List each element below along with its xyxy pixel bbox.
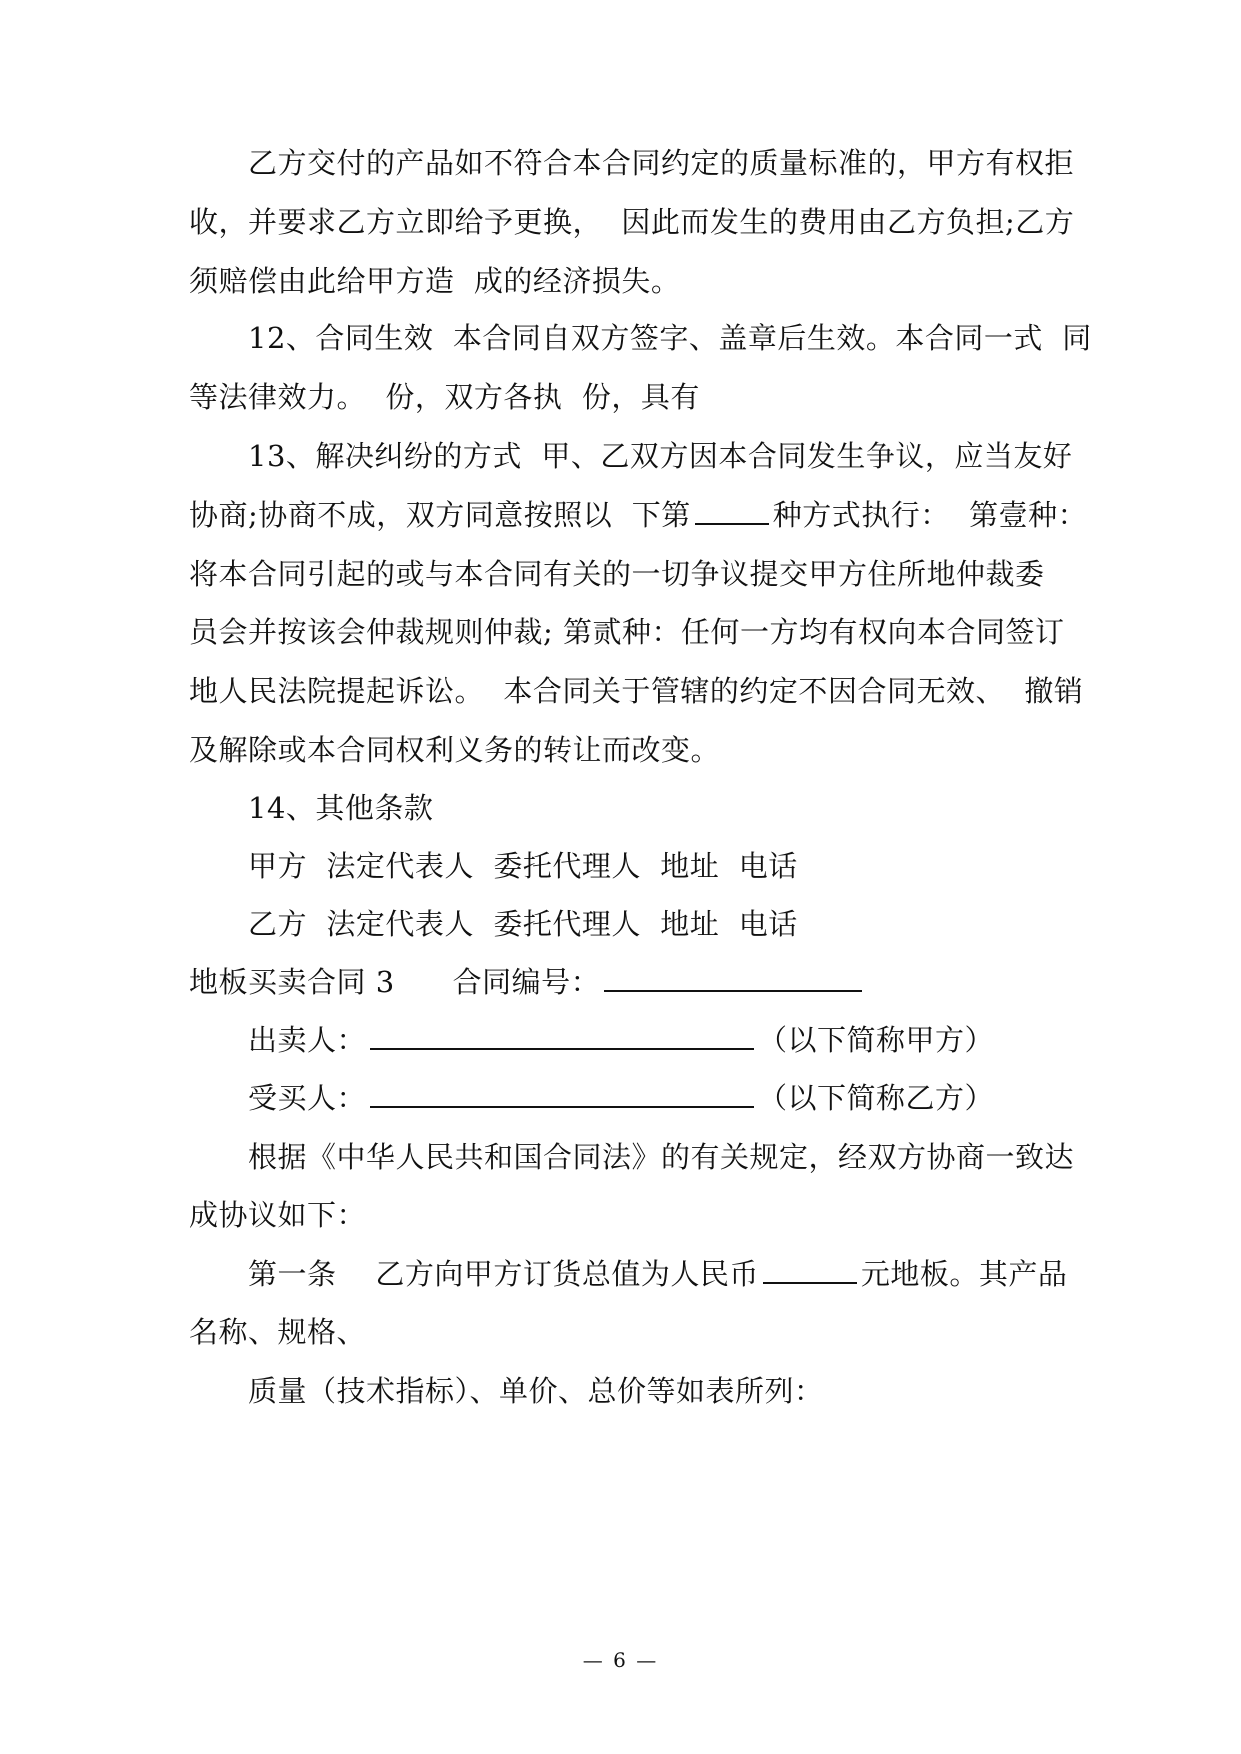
contract-number-label: 合同编号： (452, 965, 601, 999)
paragraph-line: 质量（技术指标）、单价、总价等如表所列： (248, 1374, 824, 1408)
seller-suffix: （以下简称甲方） (758, 1023, 995, 1057)
paragraph-line: 员会并按该会仲裁规则仲裁; 第贰种：任何一方均有权向本合同签订 (189, 615, 1065, 649)
clause-12-heading: 12、合同生效 本合同自双方签字、盖章后生效。本合同一式 同 (248, 321, 1092, 355)
paragraph-line: 将本合同引起的或与本合同有关的一切争议提交甲方住所地仲裁委 (189, 557, 1045, 591)
article-1-text-after: 元地板。其产品 (860, 1257, 1068, 1291)
method-text-before: 协商;协商不成，双方同意按照以 下第 (189, 498, 691, 532)
paragraph-line: 名称、规格、 (189, 1315, 367, 1349)
total-value-blank (763, 1254, 857, 1284)
article-1-text-before: 第一条 乙方向甲方订货总值为人民币 (248, 1257, 759, 1291)
clause-14-heading: 14、其他条款 (248, 791, 434, 825)
preamble-line: 成协议如下： (189, 1198, 367, 1232)
paragraph-line: 地人民法院提起诉讼。 本合同关于管辖的约定不因合同无效、 撤销 (189, 674, 1084, 708)
preamble-line: 根据《中华人民共和国合同法》的有关规定，经双方协商一致达 (248, 1140, 1075, 1174)
contract-title: 地板买卖合同 3 (189, 965, 395, 999)
method-text-after: 种方式执行： 第壹种： (772, 498, 1088, 532)
contract-title-line (189, 962, 866, 1002)
paragraph-line: 乙方交付的产品如不符合本合同约定的质量标准的，甲方有权拒 (248, 146, 1075, 180)
method-number-blank (695, 495, 769, 525)
paragraph-line: 收，并要求乙方立即给予更换， 因此而发生的费用由乙方负担;乙方 (189, 205, 1075, 239)
clause-13-heading: 13、解决纠纷的方式 甲、乙双方因本合同发生争议，应当友好 (248, 439, 1073, 473)
clause-13-method-line (189, 495, 1087, 535)
page-number: — 6 — (582, 1648, 659, 1672)
buyer-label: 受买人： (248, 1081, 367, 1115)
paragraph-line: 及解除或本合同权利义务的转让而改变。 (189, 733, 721, 767)
buyer-name-blank (370, 1078, 754, 1108)
paragraph-line: 须赔偿由此给甲方造 成的经济损失。 (189, 264, 681, 298)
seller-label: 出卖人： (248, 1023, 367, 1057)
article-1-line (248, 1254, 1067, 1294)
buyer-suffix: （以下简称乙方） (758, 1081, 995, 1115)
party-a-fields: 甲方 法定代表人 委托代理人 地址 电话 (248, 849, 798, 883)
party-b-fields: 乙方 法定代表人 委托代理人 地址 电话 (248, 907, 798, 941)
seller-line (248, 1020, 994, 1060)
paragraph-line: 等法律效力。 份，双方各执 份，具有 (189, 380, 700, 414)
seller-name-blank (370, 1020, 754, 1050)
buyer-line (248, 1078, 994, 1118)
contract-number-blank (604, 962, 862, 992)
